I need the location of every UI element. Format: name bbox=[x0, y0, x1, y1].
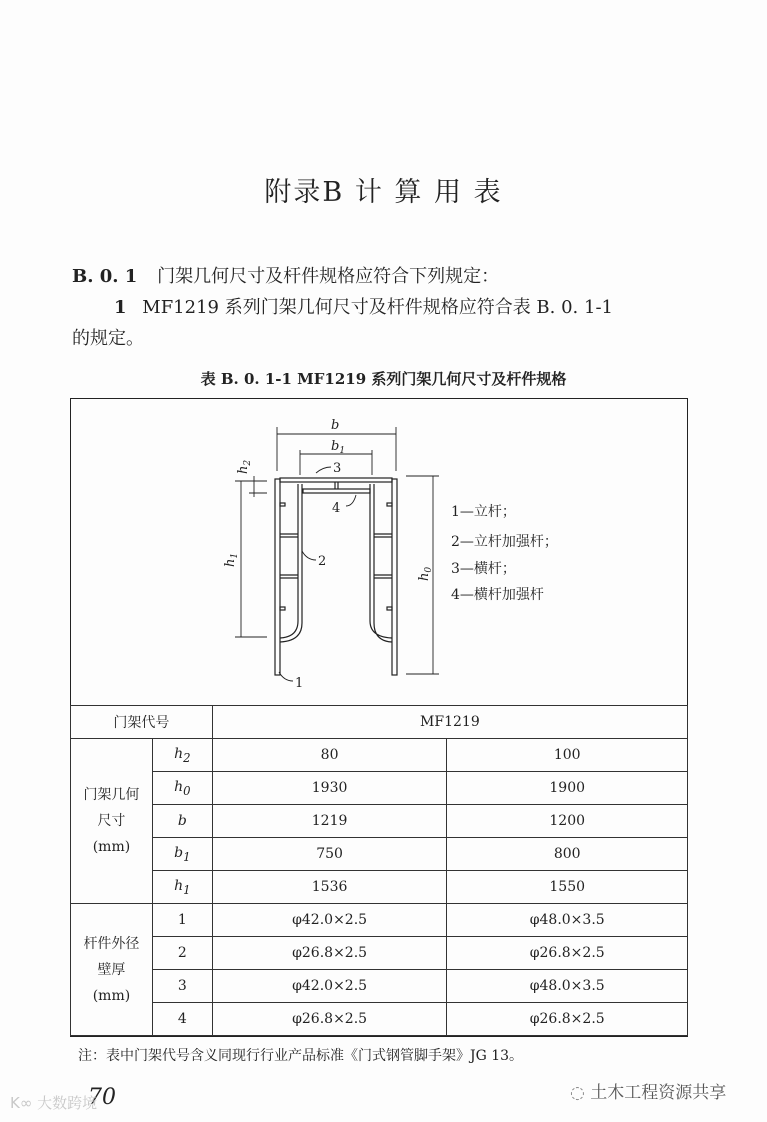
appendix-title: 附录B 计 算 用 表 bbox=[264, 177, 503, 208]
cell: φ48.0×3.5 bbox=[447, 970, 688, 1003]
callout-4: 4 bbox=[332, 501, 341, 516]
table-row bbox=[71, 970, 688, 1003]
cell: 4 bbox=[152, 1003, 212, 1036]
cell: φ48.0×3.5 bbox=[447, 904, 688, 937]
cell: φ26.8×2.5 bbox=[212, 937, 447, 970]
item-text-line2: 的规定。 bbox=[72, 328, 144, 349]
cell: φ42.0×2.5 bbox=[212, 970, 447, 1003]
dim-h0: $h_0$ bbox=[417, 566, 434, 581]
cell: φ26.8×2.5 bbox=[447, 1003, 688, 1036]
door-frame-diagram bbox=[71, 399, 689, 705]
table-caption: 表 B. 0. 1-1 MF1219 系列门架几何尺寸及杆件规格 bbox=[200, 370, 567, 388]
cell: φ26.8×2.5 bbox=[212, 1003, 447, 1036]
cell: 1930 bbox=[212, 772, 447, 805]
cell: 100 bbox=[447, 739, 688, 772]
watermark-left: K∞ 大数跨境 bbox=[10, 1094, 98, 1112]
wechat-icon: ◌ bbox=[570, 1083, 591, 1103]
clause-b01 bbox=[72, 262, 499, 288]
crossbar bbox=[280, 478, 392, 482]
table-row bbox=[71, 1003, 688, 1036]
cell: 1219 bbox=[212, 805, 447, 838]
spec-table bbox=[70, 398, 688, 1037]
legend-1: 1—立杆； bbox=[451, 504, 516, 520]
table-row bbox=[71, 904, 688, 937]
post-right bbox=[392, 479, 397, 675]
cell: 1550 bbox=[447, 871, 688, 904]
dim-b1: $b_1$ bbox=[331, 439, 346, 456]
crossbar-reinforce bbox=[303, 489, 370, 493]
cell: φ42.0×2.5 bbox=[212, 904, 447, 937]
cell: 750 bbox=[212, 838, 447, 871]
cell: φ26.8×2.5 bbox=[447, 937, 688, 970]
cell: 1 bbox=[152, 904, 212, 937]
dim-b: b bbox=[331, 418, 340, 433]
table-row bbox=[71, 937, 688, 970]
header-value: MF1219 bbox=[212, 706, 687, 739]
callout-2: 2 bbox=[318, 554, 327, 569]
legend-2: 2—立杆加强杆； bbox=[451, 534, 558, 550]
cell: 3 bbox=[152, 970, 212, 1003]
table-row: $h_1$ 1536 1550 bbox=[71, 871, 688, 904]
cell: 1900 bbox=[447, 772, 688, 805]
geometry-group-label: 门架几何 尺寸 (mm) bbox=[71, 739, 153, 904]
table-row: $b_1$ 750 800 bbox=[71, 838, 688, 871]
cell: 1536 bbox=[212, 871, 447, 904]
callout-3: 3 bbox=[333, 461, 342, 476]
page-number: 70 bbox=[88, 1085, 116, 1110]
table-header-row bbox=[71, 706, 688, 739]
table-note: 注：表中门架代号含义同现行行业产品标准《门式钢管脚手架》JG 13。 bbox=[78, 1048, 524, 1064]
dim-h1: $h_1$ bbox=[223, 552, 240, 567]
cell: 2 bbox=[152, 937, 212, 970]
table-row: $h_0$ 1930 1900 bbox=[71, 772, 688, 805]
cell: 80 bbox=[212, 739, 447, 772]
members-group-label: 杆件外径 壁厚 (mm) bbox=[71, 904, 153, 1036]
dim-h2: $h_2$ bbox=[236, 459, 253, 474]
callout-1: 1 bbox=[295, 676, 304, 691]
clause-number: B. 0. 1 bbox=[72, 266, 138, 287]
cell: 1200 bbox=[447, 805, 688, 838]
item-text-line1: MF1219 系列门架几何尺寸及杆件规格应符合表 B. 0. 1-1 bbox=[142, 297, 613, 318]
item-1 bbox=[114, 293, 613, 319]
item-number: 1 bbox=[114, 297, 127, 318]
table-row: b 1219 1200 bbox=[71, 805, 688, 838]
logo-icon: K∞ bbox=[10, 1094, 38, 1112]
watermark-right: ◌ 土木工程资源共享 bbox=[570, 1083, 727, 1103]
clause-text: 门架几何尺寸及杆件规格应符合下列规定： bbox=[157, 266, 500, 287]
dimension-table bbox=[70, 705, 688, 1036]
table-row: 门架几何 尺寸 (mm) $h_2$ 80 100 bbox=[71, 739, 688, 772]
post-left bbox=[275, 479, 280, 675]
legend-3: 3—横杆； bbox=[451, 561, 516, 577]
header-label: 门架代号 bbox=[71, 706, 213, 739]
cell: 800 bbox=[447, 838, 688, 871]
legend-4: 4—横杆加强杆 bbox=[451, 587, 544, 603]
